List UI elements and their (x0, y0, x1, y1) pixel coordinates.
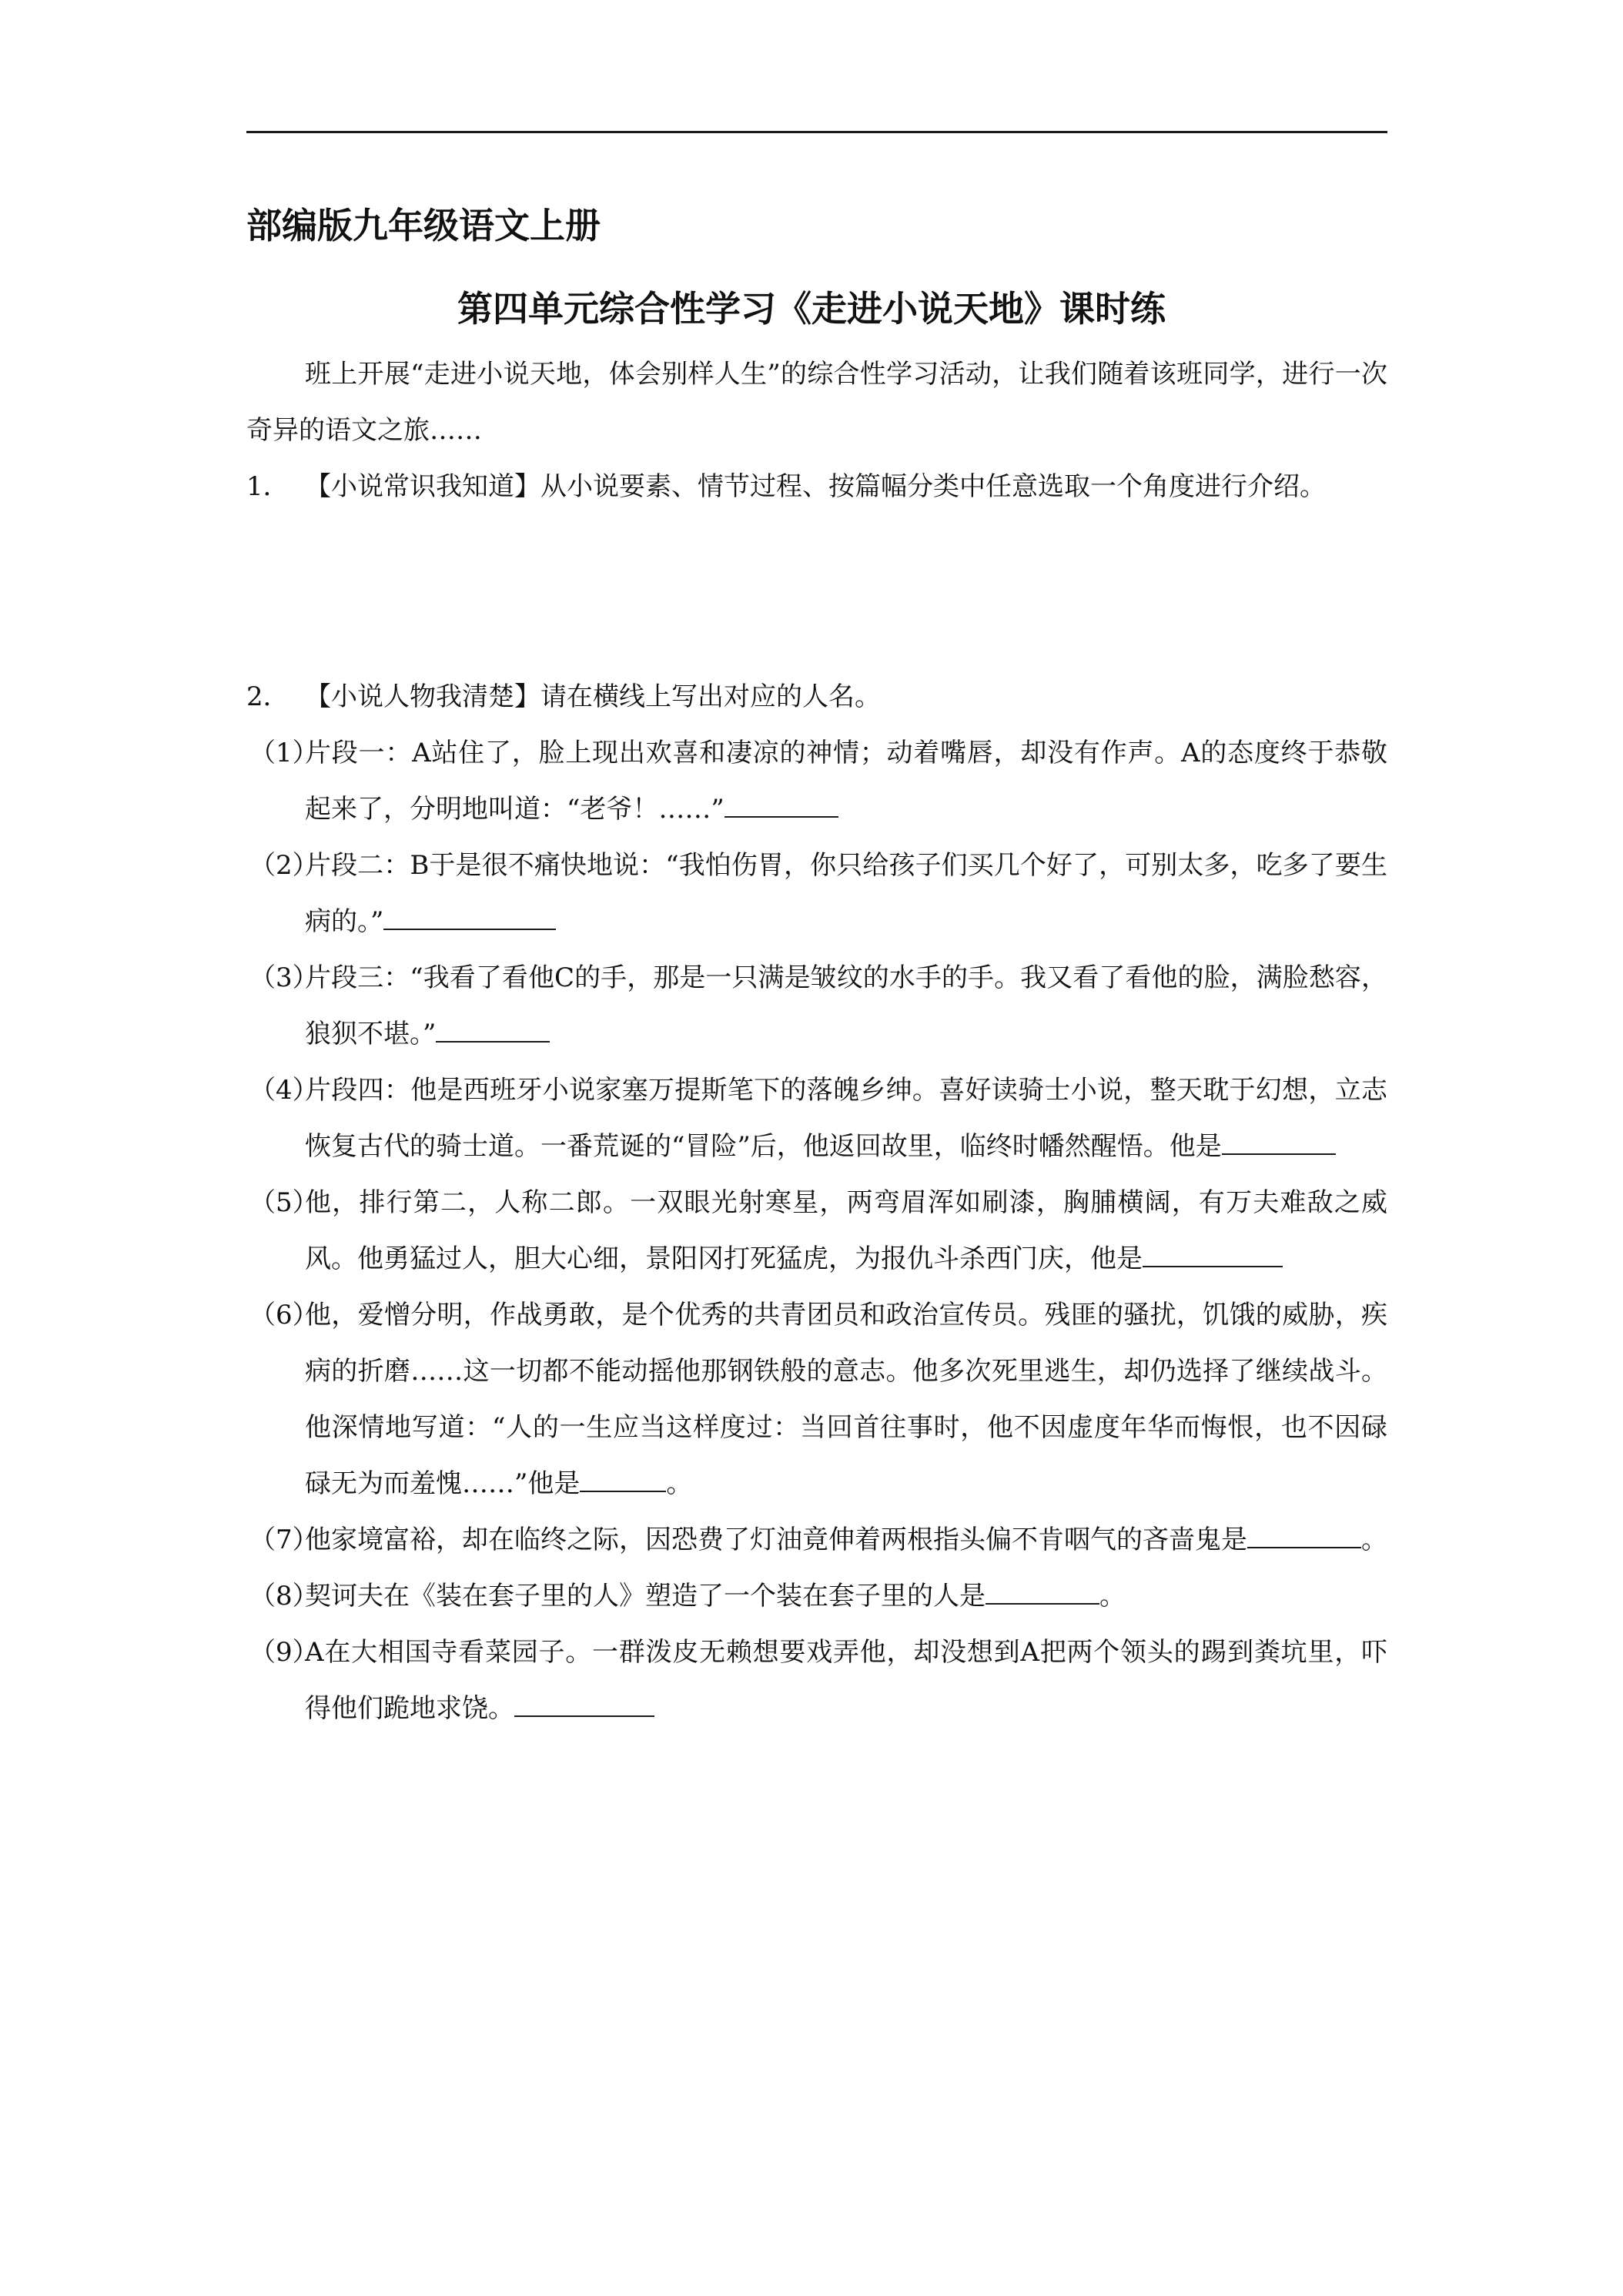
sub-question-6 (246, 1287, 1387, 1512)
answer-blank[interactable] (724, 793, 838, 818)
sub-question-3 (246, 950, 1387, 1063)
sub-question-text: 片段四：他是西班牙小说家塞万提斯笔下的落魄乡绅。喜好读骑士小说，整天耽于幻想，立志恢复古代的骑士道。一番荒诞的“冒险”后，他返回故里，临终时幡然醒悟。他是 (305, 1075, 1387, 1162)
question-number: 2． (246, 681, 289, 712)
sub-question-tail: 。 (666, 1468, 693, 1499)
answer-blank[interactable] (436, 1018, 550, 1043)
document-title: 部编版九年级语文上册 (246, 205, 601, 246)
sub-question-text: 他，爱憎分明，作战勇敢，是个优秀的共青团员和政治宣传员。残匪的骚扰，饥饿的威胁，疾病的折磨……这一切都不能动摇他那钢铁般的意志。他多次死里逃生，却仍选择了继续战斗。他深情地写道：“人的一生应当这样度过：当回首往事时，他不因虚度年华而悔恨，也不因碌碌无为而羞愧……”他是 (305, 1300, 1387, 1499)
sub-question-number: （8） (249, 1581, 319, 1612)
sub-question-text: 片段一：A站住了，脸上现出欢喜和凄凉的神情；动着嘴唇，却没有作声。A的态度终于恭敬起来了，分明地叫道：“老爷！……” (305, 738, 1387, 825)
sub-question-text: 他家境富裕，却在临终之际，因恐费了灯油竟伸着两根指头偏不肯咽气的吝啬鬼是 (305, 1525, 1247, 1555)
sub-question-number: （5） (249, 1187, 319, 1218)
question-text: 【小说人物我清楚】请在横线上写出对应的人名。 (305, 681, 881, 712)
intro-paragraph: 班上开展“走进小说天地，体会别样人生”的综合性学习活动，让我们随着该班同学，进行一次奇异的语文之旅…… (246, 359, 1387, 446)
question-text: 【小说常识我知道】从小说要素、情节过程、按篇幅分类中任意选取一个角度进行介绍。 (305, 471, 1326, 502)
header-rule (246, 131, 1387, 133)
answer-blank[interactable] (1247, 1524, 1361, 1548)
sub-question-tail: 。 (1099, 1581, 1126, 1612)
sub-question-number: （3） (249, 962, 319, 993)
sub-question-number: （2） (249, 850, 319, 881)
question-1 (246, 459, 1387, 515)
sub-question-number: （6） (249, 1300, 319, 1330)
sub-question-number: （1） (249, 738, 319, 768)
sub-question-number: （4） (249, 1075, 319, 1106)
worksheet-body (246, 346, 1387, 1737)
answer-blank[interactable] (514, 1692, 654, 1717)
sub-question-text: 片段二：B于是很不痛快地说：“我怕伤胃，你只给孩子们买几个好了，可别太多，吃多了要生病的。” (305, 850, 1387, 937)
sub-question-text: 他，排行第二，人称二郎。一双眼光射寒星，两弯眉浑如刷漆，胸脯横阔，有万夫难敌之威风。他勇猛过人，胆大心细，景阳冈打死猛虎，为报仇斗杀西门庆，他是 (305, 1187, 1387, 1274)
sub-question-text: A在大相国寺看菜园子。一群泼皮无赖想要戏弄他，却没想到A把两个领头的踢到粪坑里，吓得他们跪地求饶。 (305, 1637, 1387, 1724)
sub-question-7 (246, 1512, 1387, 1568)
question-number: 1． (246, 471, 289, 502)
answer-blank[interactable] (1222, 1130, 1336, 1155)
sub-question-9 (246, 1625, 1387, 1737)
answer-blank[interactable] (1143, 1243, 1283, 1267)
sub-question-2 (246, 838, 1387, 950)
sub-question-1 (246, 725, 1387, 838)
sub-question-5 (246, 1175, 1387, 1287)
answer-space[interactable] (246, 515, 1387, 669)
sub-question-4 (246, 1063, 1387, 1175)
sub-question-tail: 。 (1361, 1525, 1387, 1555)
sub-question-text: 片段三：“我看了看他C的手，那是一只满是皱纹的水手的手。我又看了看他的脸，满脸愁容，狼狈不堪。” (305, 962, 1387, 1049)
answer-blank[interactable] (986, 1580, 1099, 1605)
sub-question-number: （9） (249, 1637, 319, 1668)
document-subtitle: 第四单元综合性学习《走进小说天地》课时练 (457, 288, 1166, 330)
sub-question-number: （7） (249, 1525, 319, 1555)
question-2 (246, 669, 1387, 725)
answer-blank[interactable] (383, 905, 556, 930)
answer-blank[interactable] (580, 1468, 666, 1492)
sub-question-text: 契诃夫在《装在套子里的人》塑造了一个装在套子里的人是 (305, 1581, 986, 1612)
sub-question-8 (246, 1568, 1387, 1625)
